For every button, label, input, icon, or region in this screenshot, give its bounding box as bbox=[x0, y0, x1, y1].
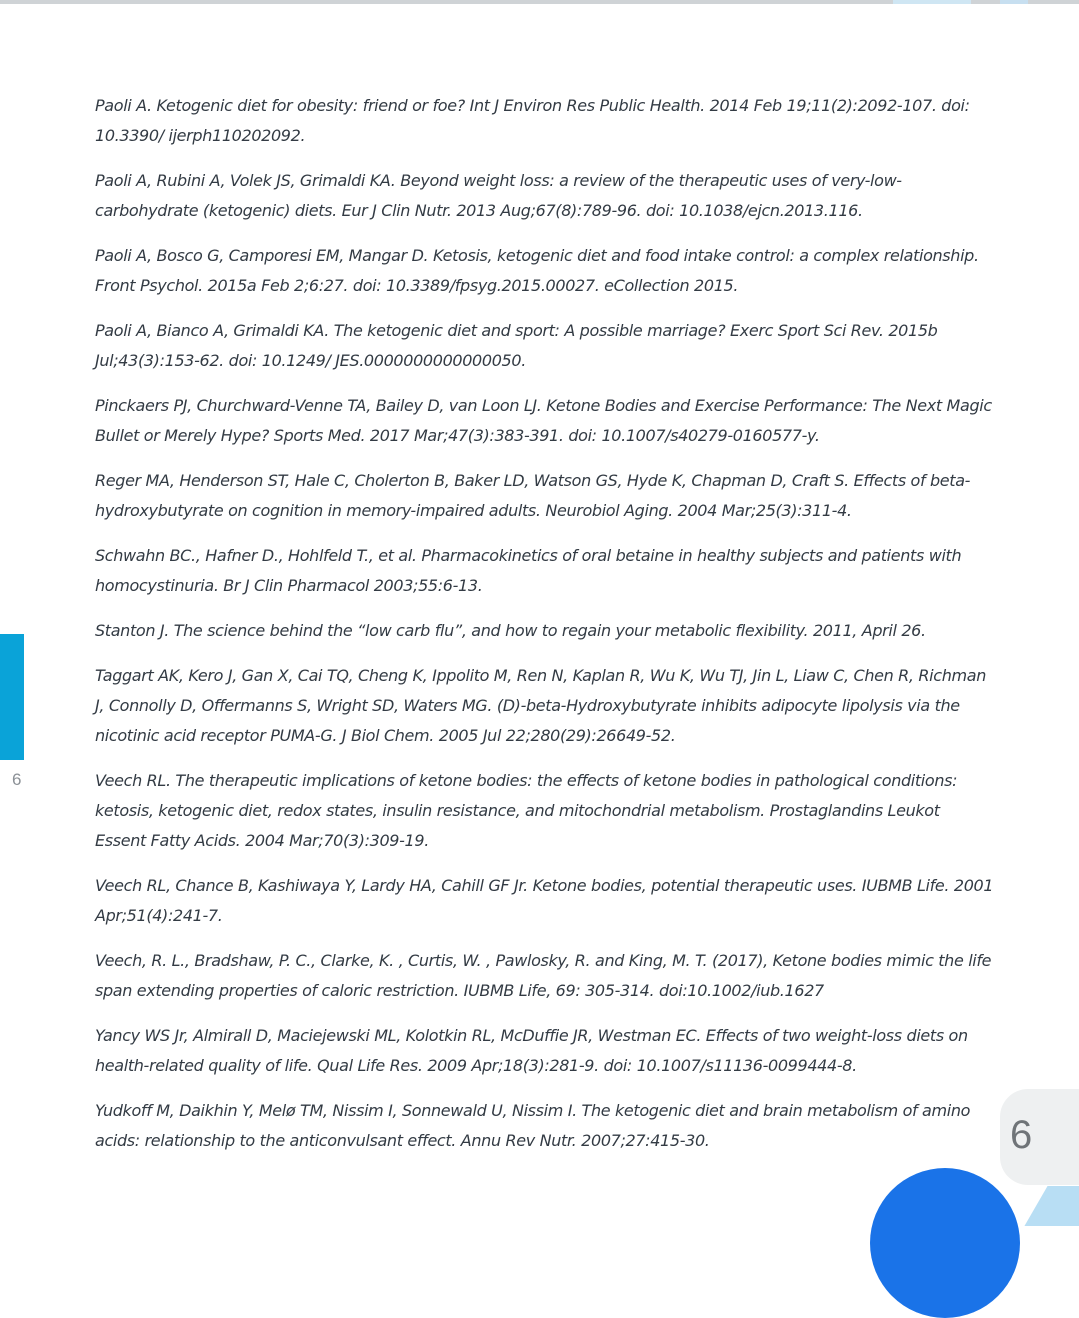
top-accent bbox=[1000, 0, 1028, 4]
reference-item: Reger MA, Henderson ST, Hale C, Cholerton B, Baker LD, Watson GS, Hyde K, Chapman D, Craft S. Effects of beta-hydroxybutyrate on cognition in memory-impaired adults. Neurobiol Aging. 2004 Mar;25(3):311-4. bbox=[95, 471, 971, 520]
reference-item: Paoli A, Bianco A, Grimaldi KA. The ketogenic diet and sport: A possible marriage? Exerc Sport Sci Rev. 2015b Jul;43(3):153-62. doi: 10.1249/ JES.0000000000000050. bbox=[95, 321, 938, 370]
floating-action-button[interactable] bbox=[870, 1168, 1020, 1318]
reference-item: Yudkoff M, Daikhin Y, Melø TM, Nissim I, Sonnewald U, Nissim I. The ketogenic diet and brain metabolism of amino acids: relationship to the anticonvulsant effect. Annu Rev Nutr. 2007;27:415-30. bbox=[95, 1101, 971, 1150]
reference-item: Paoli A, Rubini A, Volek JS, Grimaldi KA. Beyond weight loss: a review of the therapeutic uses of very-low-carbohydrate (ketogenic) diets. Eur J Clin Nutr. 2013 Aug;67(8):789-96. doi: 10.1038/ejcn.2013.116. bbox=[95, 171, 902, 220]
corner-decoration bbox=[1024, 1186, 1079, 1226]
reference-item: Pinckaers PJ, Churchward-Venne TA, Bailey D, van Loon LJ. Ketone Bodies and Exercise Performance: The Next Magic Bullet or Merely Hype? Sports Med. 2017 Mar;47(3):383-391. doi: 10.1007/s40279-0160577-y. bbox=[95, 396, 992, 445]
reference-item: Yancy WS Jr, Almirall D, Maciejewski ML, Kolotkin RL, McDuffie JR, Westman EC. Effects of two weight-loss diets on health-related quality of life. Qual Life Res. 2009 Apr;18(3):281-9. doi: 10.1007/s11136-0099444-8. bbox=[95, 1026, 968, 1075]
reference-item: Veech RL, Chance B, Kashiwaya Y, Lardy HA, Cahill GF Jr. Ketone bodies, potential therapeutic uses. IUBMB Life. 2001 Apr;51(4):241-7. bbox=[95, 876, 994, 925]
reference-item: Stanton J. The science behind the “low carb flu”, and how to regain your metabolic flexibility. 2011, April 26. bbox=[95, 621, 926, 640]
reference-item: Veech, R. L., Bradshaw, P. C., Clarke, K. , Curtis, W. , Pawlosky, R. and King, M. T. (2017), Ketone bodies mimic the life span extending properties of caloric restriction. IUBMB Life, 69: 305-314. doi:10.1002/iub.1627 bbox=[95, 951, 992, 1000]
page-number: 6 bbox=[1010, 1113, 1033, 1157]
side-accent-bar bbox=[0, 634, 24, 760]
reference-item: Veech RL. The therapeutic implications of ketone bodies: the effects of ketone bodies in pathological conditions: ketosis, ketogenic diet, redox states, insulin resistance, and mitochondrial metabolism. Prostaglandins Leukot Essent Fatty Acids. 2004 Mar;70(3):309-19. bbox=[95, 771, 958, 850]
top-accent bbox=[893, 0, 971, 4]
side-page-number: 6 bbox=[12, 770, 22, 789]
reference-item: Taggart AK, Kero J, Gan X, Cai TQ, Cheng K, Ippolito M, Ren N, Kaplan R, Wu K, Wu TJ, Jin L, Liaw C, Chen R, Richman J, Connolly D, Offermanns S, Wright SD, Waters MG. (D)-beta-Hydroxybutyrate inhibits adipocyte lipolysis via the nicotinic acid receptor PUMA-G. J Biol Chem. 2005 Jul 22;280(29):26649-52. bbox=[95, 666, 986, 745]
reference-item: Paoli A, Bosco G, Camporesi EM, Mangar D. Ketosis, ketogenic diet and food intake control: a complex relationship. Front Psychol. 2015a Feb 2;6:27. doi: 10.3389/fpsyg.2015.00027. eCollection 2015. bbox=[95, 246, 979, 295]
reference-item: Schwahn BC., Hafner D., Hohlfeld T., et al. Pharmacokinetics of oral betaine in healthy subjects and patients with homocystinuria. Br J Clin Pharmacol 2003;55:6-13. bbox=[95, 546, 962, 595]
reference-list bbox=[95, 91, 995, 1171]
reference-item: Paoli A. Ketogenic diet for obesity: friend or foe? Int J Environ Res Public Health. 2014 Feb 19;11(2):2092-107. doi: 10.3390/ ijerph110202092. bbox=[95, 96, 970, 145]
